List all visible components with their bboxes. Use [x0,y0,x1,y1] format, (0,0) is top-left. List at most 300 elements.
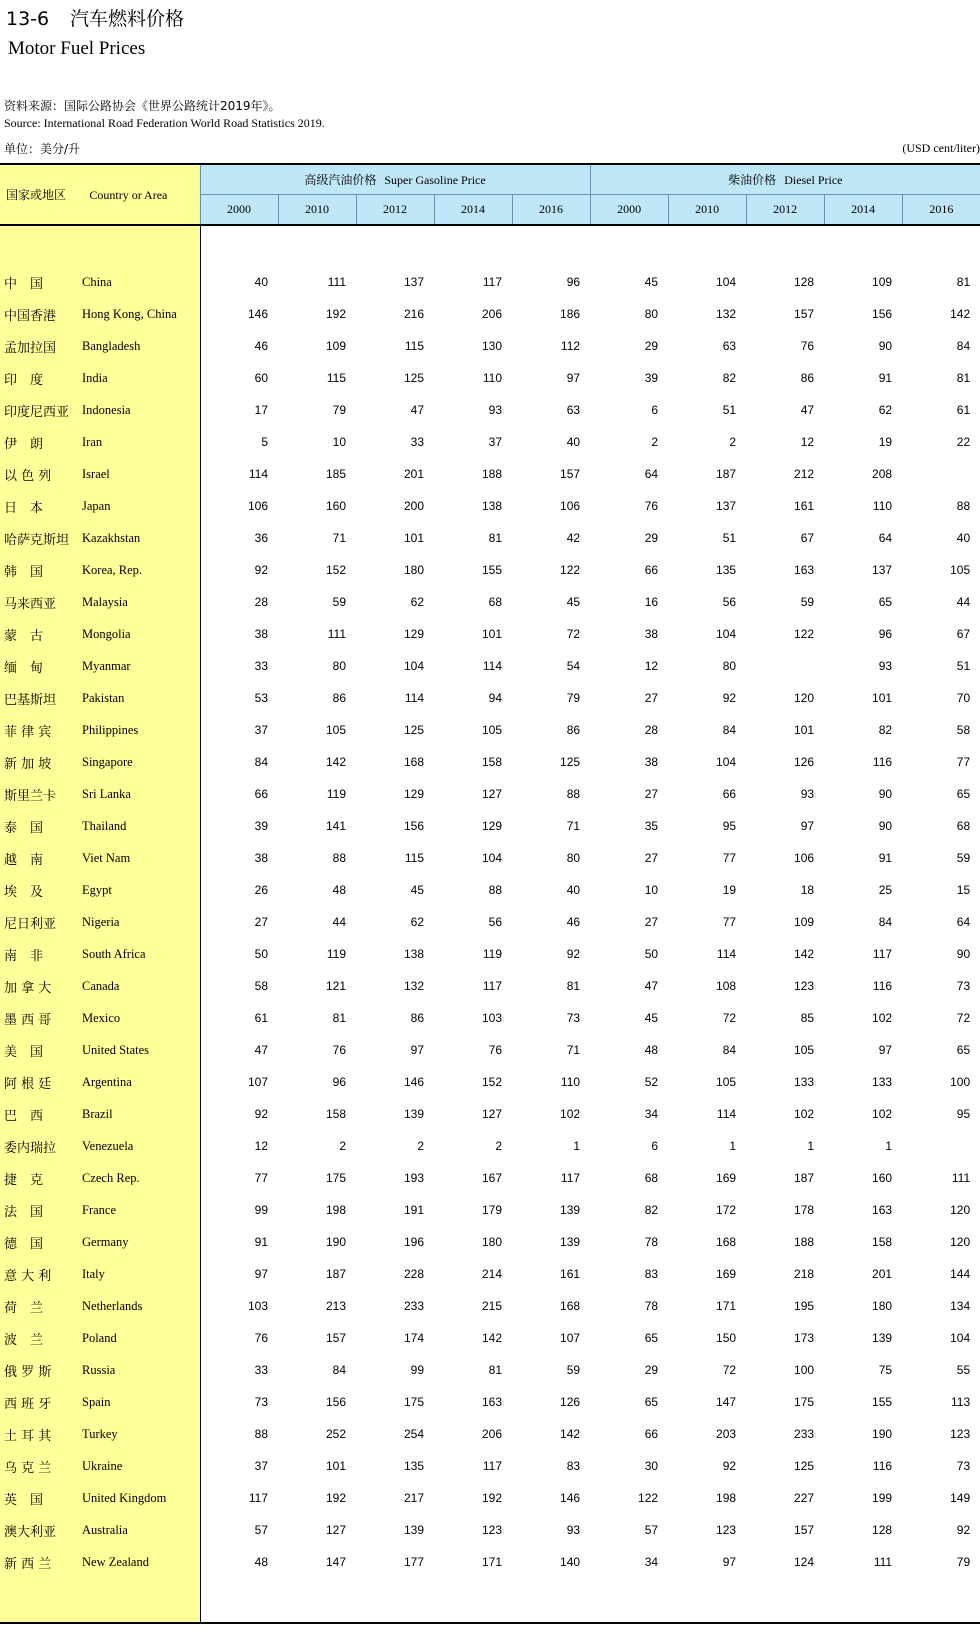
diesel-price-cell: 84 [722,723,737,737]
gasoline-price-cell: 186 [560,307,581,321]
diesel-price-cell: 104 [716,627,737,641]
diesel-price-cell: 95 [956,1107,971,1121]
gasoline-price-cell: 142 [325,755,346,769]
gasoline-price-cell: 62 [410,595,424,609]
diesel-price-cell: 78 [644,1235,659,1249]
diesel-price-cell: 6 [651,1139,659,1153]
year-header: 2000 [590,195,668,226]
gasoline-price-cell: 45 [566,595,581,609]
diesel-price-cell: 101 [872,691,893,705]
diesel-price-cell: 142 [950,307,971,321]
diesel-price-cell: 73 [956,1459,971,1473]
diesel-price-cell: 155 [872,1395,893,1409]
diesel-price-cell: 22 [956,435,971,449]
diesel-price-cell: 126 [794,755,815,769]
gasoline-price-cell: 213 [325,1299,346,1313]
gasoline-price-cell: 50 [254,947,268,961]
gasoline-price-cell: 233 [403,1299,424,1313]
gasoline-price-cell: 56 [488,915,502,929]
table-number: 13-6 [6,8,50,30]
country-name-cn: 土 耳 其 [0,1418,82,1450]
gasoline-price-cell: 254 [403,1427,424,1441]
gasoline-price-cell: 107 [247,1075,268,1089]
diesel-price-cell: 64 [644,467,659,481]
country-name-en: Korea, Rep. [82,554,200,586]
diesel-price-cell: 51 [722,531,737,545]
gasoline-price-cell: 103 [481,1011,502,1025]
country-name-en: Argentina [82,1066,200,1098]
diesel-price-cell: 86 [800,371,815,385]
gasoline-price-cell: 77 [254,1171,268,1185]
country-name-en: Indonesia [82,394,200,426]
gasoline-price-cell: 146 [403,1075,424,1089]
gasoline-price-cell: 127 [481,787,502,801]
gasoline-price-cell: 38 [254,851,268,865]
table-row [0,618,980,650]
gasoline-price-cell: 80 [566,851,581,865]
gasoline-price-cell: 201 [403,467,424,481]
diesel-price-cell: 90 [878,339,893,353]
page-title [6,4,184,31]
country-name-en: India [82,362,200,394]
diesel-price-cell: 175 [794,1395,815,1409]
diesel-price-cell: 133 [872,1075,893,1089]
country-name-cn: 加 拿 大 [0,970,82,1002]
country-name-en: Venezuela [82,1130,200,1162]
gasoline-price-cell: 73 [254,1395,268,1409]
gasoline-price-cell: 105 [481,723,502,737]
diesel-price-cell: 92 [956,1523,971,1537]
gasoline-price-cell: 72 [566,627,581,641]
gasoline-price-cell: 59 [332,595,346,609]
diesel-price-cell: 178 [794,1203,815,1217]
table-row [0,1194,980,1226]
gasoline-price-cell: 33 [254,1363,268,1377]
country-name-cn: 缅 甸 [0,650,82,682]
diesel-price-cell: 101 [794,723,815,737]
table-row [0,970,980,1002]
gasoline-price-cell: 137 [403,275,424,289]
diesel-price-cell: 64 [878,531,893,545]
country-name-cn: 孟加拉国 [0,330,82,362]
diesel-price-cell: 55 [956,1363,971,1377]
diesel-price-cell: 85 [800,1011,815,1025]
country-name-en: Italy [82,1258,200,1290]
gasoline-price-cell: 38 [254,627,268,641]
diesel-price-cell: 1 [729,1139,737,1153]
gasoline-price-cell: 53 [254,691,268,705]
gasoline-price-cell: 228 [403,1267,424,1281]
diesel-price-cell: 27 [644,851,659,865]
gasoline-price-cell: 1 [573,1139,581,1153]
table-row [0,1386,980,1418]
country-name-cn: 越 南 [0,842,82,874]
gasoline-price-cell: 71 [566,1043,581,1057]
diesel-price-cell: 169 [716,1171,737,1185]
gasoline-price-cell: 88 [254,1427,268,1441]
diesel-price-cell: 212 [794,467,815,481]
gasoline-price-cell: 88 [566,787,581,801]
country-name-en: Kazakhstan [82,522,200,554]
gasoline-price-cell: 160 [325,499,346,513]
country-name-en: Japan [82,490,200,522]
diesel-price-cell: 2 [729,435,737,449]
diesel-price-cell: 57 [644,1523,659,1537]
table-row [0,1226,980,1258]
diesel-price-cell: 1 [807,1139,815,1153]
gasoline-price-cell: 185 [325,467,346,481]
diesel-price-cell: 120 [794,691,815,705]
gasoline-price-cell: 37 [254,723,268,737]
table-row [0,1130,980,1162]
diesel-header-en: Diesel Price [784,173,843,187]
diesel-price-cell: 82 [722,371,737,385]
gasoline-price-cell: 252 [325,1427,346,1441]
year-header: 2012 [746,195,824,226]
diesel-price-cell: 139 [872,1331,893,1345]
diesel-price-cell: 34 [644,1107,659,1121]
diesel-price-cell: 104 [716,275,737,289]
diesel-price-cell: 114 [716,947,737,961]
diesel-price-cell: 105 [950,563,971,577]
diesel-price-cell: 63 [722,339,737,353]
country-name-en: Turkey [82,1418,200,1450]
gasoline-price-cell: 141 [325,819,346,833]
table-row [0,1002,980,1034]
country-name-cn: 印 度 [0,362,82,394]
diesel-price-cell: 50 [644,947,659,961]
gasoline-price-cell: 156 [403,819,424,833]
gasoline-price-cell: 147 [325,1555,346,1569]
diesel-price-cell: 108 [716,979,737,993]
diesel-price-cell: 6 [651,403,659,417]
diesel-price-cell: 137 [716,499,737,513]
diesel-price-cell [746,650,824,682]
gasoline-price-cell: 40 [254,275,268,289]
gasoline-price-cell: 61 [254,1011,268,1025]
diesel-price-cell: 233 [794,1427,815,1441]
diesel-price-cell: 105 [716,1075,737,1089]
table-row [0,522,980,554]
diesel-price-cell: 81 [956,275,971,289]
gasoline-price-cell: 117 [482,275,502,289]
diesel-price-cell: 142 [794,947,815,961]
gasoline-price-cell: 96 [566,275,581,289]
diesel-price-cell: 73 [956,979,971,993]
gasoline-price-cell: 191 [403,1203,424,1217]
gasoline-price-cell: 117 [482,979,502,993]
diesel-price-cell: 93 [800,787,815,801]
gasoline-price-cell: 103 [247,1299,268,1313]
year-header: 2016 [512,195,590,226]
diesel-price-cell: 102 [794,1107,815,1121]
table-row [0,1034,980,1066]
gasoline-price-cell: 168 [403,755,424,769]
gasoline-price-cell: 99 [410,1363,424,1377]
diesel-price-cell: 147 [716,1395,737,1409]
country-name-en: Nigeria [82,906,200,938]
unit-label-chinese: 单位：美分/升 [4,142,81,156]
gasoline-price-cell: 2 [495,1139,502,1153]
diesel-price-cell: 128 [872,1523,893,1537]
gasoline-price-cell: 60 [254,371,268,385]
country-name-cn: 巴基斯坦 [0,682,82,714]
table-row [0,1514,980,1546]
country-name-en: Pakistan [82,682,200,714]
table-row [0,1546,980,1578]
diesel-price-cell: 105 [794,1043,815,1057]
country-name-en: United States [82,1034,200,1066]
diesel-price-cell: 97 [800,819,815,833]
page-title-english: Motor Fuel Prices [8,38,146,59]
diesel-price-cell: 163 [872,1203,893,1217]
diesel-price-cell: 2 [651,435,659,449]
gasoline-price-cell: 99 [254,1203,268,1217]
diesel-price-cell: 96 [878,627,893,641]
gasoline-price-cell: 76 [488,1043,502,1057]
country-name-en: Ukraine [82,1450,200,1482]
country-name-en: Sri Lanka [82,778,200,810]
diesel-price-cell: 104 [950,1331,971,1345]
gasoline-price-cell: 114 [404,691,424,705]
gasoline-price-cell: 174 [403,1331,424,1345]
gasoline-price-cell: 177 [403,1555,424,1569]
country-name-cn: 意 大 利 [0,1258,82,1290]
gasoline-price-cell: 36 [254,531,268,545]
diesel-price-cell: 172 [716,1203,737,1217]
country-name-en: Poland [82,1322,200,1354]
diesel-price-cell: 97 [722,1555,737,1569]
table-row [0,1354,980,1386]
gasoline-price-cell: 5 [261,435,268,449]
diesel-price-cell: 116 [872,979,893,993]
diesel-price-cell: 157 [794,1523,815,1537]
diesel-price-cell: 128 [794,275,815,289]
diesel-price-cell: 169 [716,1267,737,1281]
diesel-price-cell: 124 [794,1555,815,1569]
country-name-en: Canada [82,970,200,1002]
gasoline-price-cell: 157 [560,467,581,481]
gasoline-price-cell: 101 [325,1459,346,1473]
diesel-price-cell: 190 [872,1427,893,1441]
diesel-price-cell: 137 [872,563,893,577]
gasoline-price-cell: 115 [404,339,424,353]
country-name-cn: 菲 律 宾 [0,714,82,746]
column-header-area [0,164,200,225]
gasoline-price-cell: 84 [254,755,268,769]
diesel-price-cell: 109 [794,915,815,929]
table-row [0,330,980,362]
gasoline-price-cell: 46 [254,339,268,353]
diesel-price-cell: 187 [794,1171,815,1185]
country-name-cn: 新 西 兰 [0,1546,82,1578]
table-row [0,906,980,938]
gasoline-price-cell: 127 [325,1523,346,1537]
gasoline-price-cell: 47 [410,403,424,417]
diesel-price-cell: 66 [644,1427,659,1441]
gasoline-price-cell: 94 [488,691,502,705]
gasoline-price-cell: 88 [332,851,346,865]
table-row [0,1258,980,1290]
country-name-en: Israel [82,458,200,490]
gasoline-price-cell: 68 [488,595,502,609]
diesel-price-cell: 160 [872,1171,893,1185]
gasoline-price-cell: 146 [247,307,268,321]
gasoline-price-cell: 129 [403,787,424,801]
gasoline-price-cell: 93 [488,403,502,417]
diesel-price-cell: 68 [956,819,971,833]
country-name-cn: 委内瑞拉 [0,1130,82,1162]
country-name-cn: 乌 克 兰 [0,1450,82,1482]
diesel-price-cell: 59 [956,851,971,865]
gasoline-price-cell: 2 [417,1139,424,1153]
gasoline-price-cell: 81 [488,531,502,545]
table-row [0,874,980,906]
gasoline-price-cell: 121 [325,979,346,993]
diesel-price-cell: 19 [722,883,737,897]
country-name-cn: 巴 西 [0,1098,82,1130]
table-spacer-row [0,1578,980,1623]
country-name-cn: 蒙 古 [0,618,82,650]
country-name-en: Spain [82,1386,200,1418]
diesel-price-cell: 208 [872,467,893,481]
gasoline-price-cell: 44 [332,915,346,929]
gasoline-price-cell: 123 [481,1523,502,1537]
diesel-price-cell: 47 [800,403,815,417]
gasoline-price-cell: 39 [254,819,268,833]
diesel-price-cell: 15 [956,883,971,897]
diesel-price-cell: 157 [794,307,815,321]
diesel-price-cell: 27 [644,915,659,929]
diesel-price-cell: 18 [800,883,815,897]
diesel-price-cell: 113 [950,1395,971,1409]
fuel-price-table [0,163,980,1624]
country-name-en: New Zealand [82,1546,200,1578]
diesel-price-cell: 92 [722,1459,737,1473]
diesel-price-cell: 109 [872,275,893,289]
diesel-price-cell: 93 [878,659,893,673]
table-row [0,1098,980,1130]
year-header: 2012 [356,195,434,226]
area-header-en: Country or Area [89,188,168,202]
diesel-price-cell: 90 [878,819,893,833]
diesel-price-cell: 97 [878,1043,893,1057]
diesel-price-cell: 72 [956,1011,971,1025]
table-row [0,394,980,426]
gasoline-price-cell: 163 [481,1395,502,1409]
table-row [0,1418,980,1450]
gasoline-price-cell: 79 [566,691,581,705]
country-name-cn: 荷 兰 [0,1290,82,1322]
diesel-price-cell: 123 [794,979,815,993]
table-row [0,1322,980,1354]
diesel-price-cell: 75 [878,1363,893,1377]
diesel-price-cell: 66 [644,563,659,577]
country-name-cn: 伊 朗 [0,426,82,458]
country-name-en: Viet Nam [82,842,200,874]
gasoline-price-cell: 125 [560,755,581,769]
diesel-price-cell: 78 [644,1299,659,1313]
gasoline-price-cell: 179 [481,1203,502,1217]
diesel-price-cell [902,1130,980,1162]
diesel-price-cell: 80 [722,659,737,673]
diesel-price-cell: 133 [794,1075,815,1089]
gasoline-price-cell: 57 [254,1523,268,1537]
diesel-price-cell: 72 [722,1363,737,1377]
gasoline-price-cell: 84 [332,1363,346,1377]
gasoline-price-cell: 217 [403,1491,424,1505]
diesel-price-cell: 150 [716,1331,737,1345]
gasoline-price-cell: 192 [325,307,346,321]
diesel-price-cell: 84 [878,915,893,929]
gasoline-price-cell: 37 [254,1459,268,1473]
diesel-price-cell: 79 [956,1555,971,1569]
gasoline-price-cell: 142 [560,1427,581,1441]
diesel-price-cell: 81 [956,371,971,385]
diesel-price-cell [902,458,980,490]
gasoline-price-cell: 97 [566,371,581,385]
country-name-cn: 德 国 [0,1226,82,1258]
table-row [0,746,980,778]
gasoline-price-cell: 139 [560,1235,581,1249]
table-body [0,225,980,1623]
diesel-price-cell: 106 [794,851,815,865]
diesel-header-cn: 柴油价格 [728,173,777,187]
diesel-price-cell: 65 [878,595,893,609]
diesel-price-cell: 45 [644,1011,659,1025]
country-name-en: France [82,1194,200,1226]
diesel-price-cell: 29 [644,1363,659,1377]
table-row [0,938,980,970]
country-name-en: Mongolia [82,618,200,650]
gasoline-price-cell: 86 [566,723,581,737]
gasoline-price-cell: 91 [254,1235,268,1249]
diesel-price-cell: 120 [950,1203,971,1217]
country-name-en: Russia [82,1354,200,1386]
gasoline-price-cell: 92 [254,563,268,577]
country-name-en: Bangladesh [82,330,200,362]
gasoline-price-cell: 175 [403,1395,424,1409]
diesel-price-cell: 10 [644,883,659,897]
gasoline-price-cell: 158 [325,1107,346,1121]
table-row [0,842,980,874]
year-header: 2014 [434,195,512,226]
diesel-price-cell: 64 [956,915,971,929]
gasoline-price-cell: 216 [403,307,424,321]
diesel-price-cell: 27 [644,787,659,801]
country-name-en: Brazil [82,1098,200,1130]
diesel-price-cell: 59 [800,595,815,609]
diesel-price-cell: 51 [956,659,971,673]
year-header: 2010 [668,195,746,226]
country-name-cn: 波 兰 [0,1322,82,1354]
gasoline-price-cell: 33 [254,659,268,673]
diesel-price-cell: 161 [794,499,815,513]
gasoline-price-cell: 193 [403,1171,424,1185]
diesel-price-cell: 66 [722,787,737,801]
diesel-price-cell: 117 [872,947,893,961]
gasoline-price-cell: 62 [410,915,424,929]
diesel-price-cell: 40 [956,531,971,545]
diesel-price-cell: 111 [873,1555,893,1569]
diesel-price-cell: 199 [872,1491,893,1505]
diesel-price-cell: 110 [872,499,893,513]
diesel-price-cell: 1 [885,1139,893,1153]
diesel-price-cell: 80 [644,307,659,321]
table-row [0,554,980,586]
gasoline-price-cell: 40 [566,883,581,897]
gasoline-price-cell: 112 [560,339,581,353]
